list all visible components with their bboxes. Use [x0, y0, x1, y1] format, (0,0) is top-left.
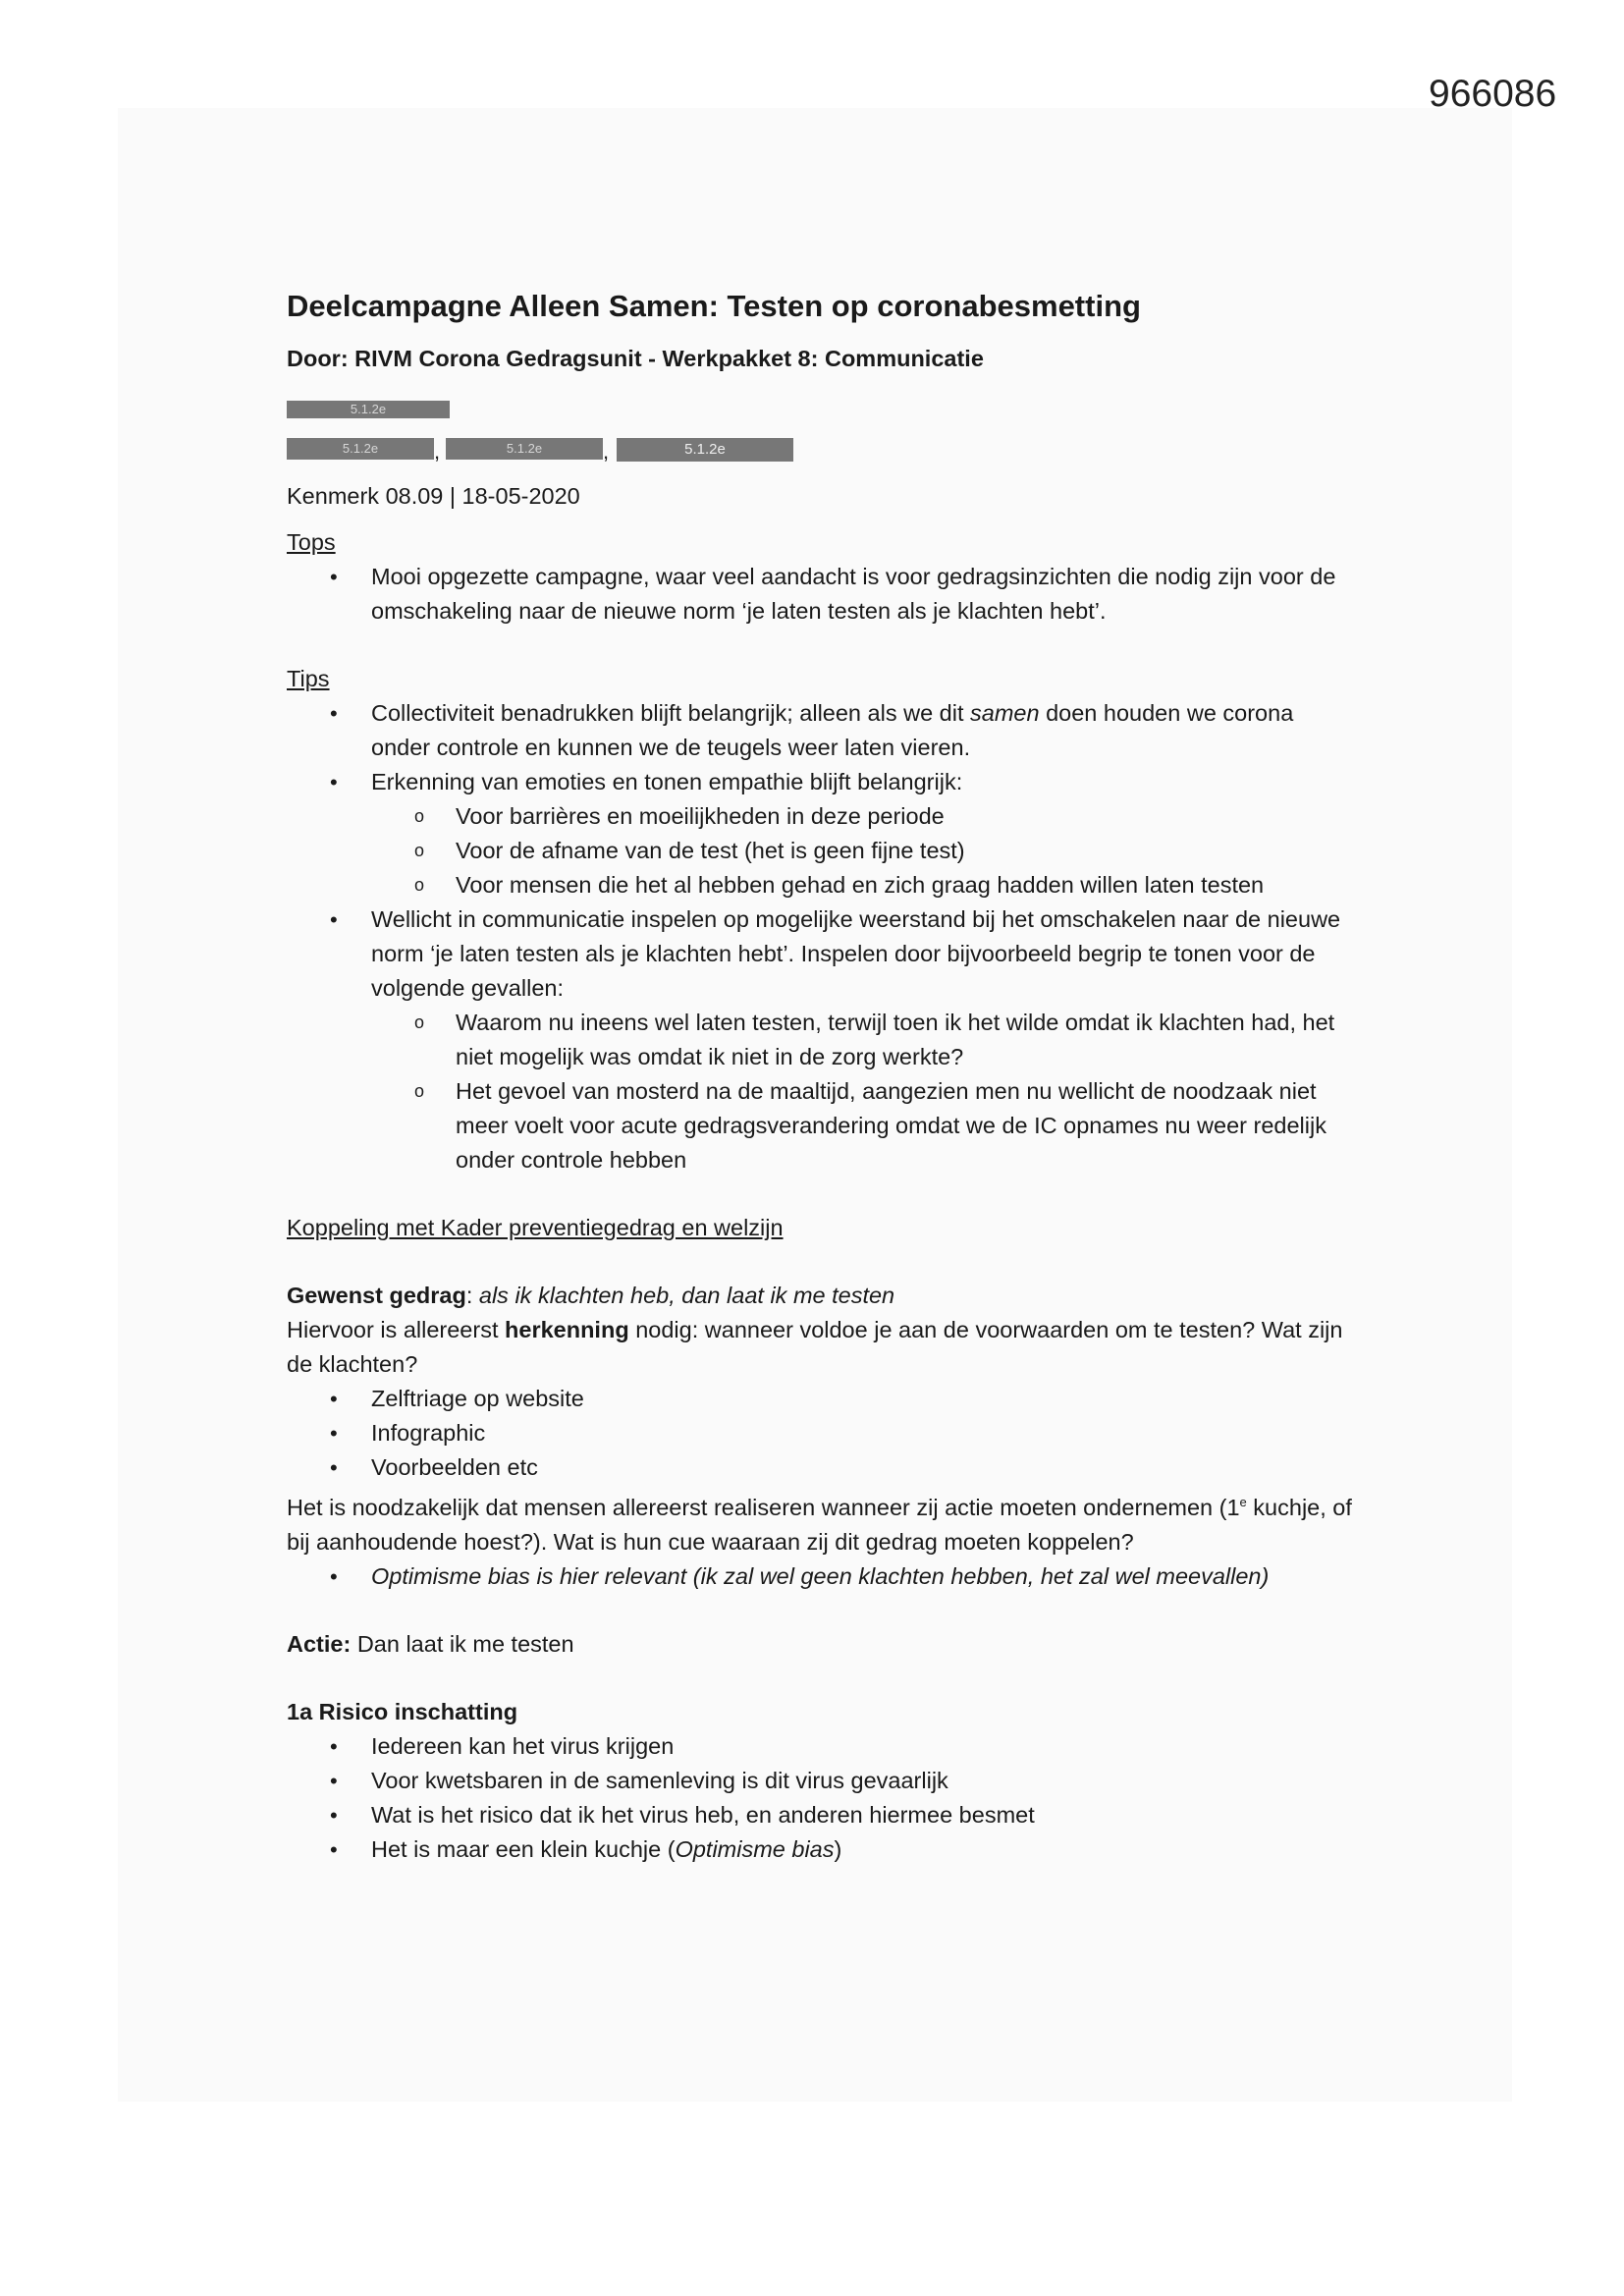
risico-list [287, 1729, 1352, 1867]
document-body [287, 285, 1352, 1867]
tips-list-cont [287, 902, 1352, 1006]
actie: Actie: Dan laat ik me testen [287, 1630, 574, 1657]
koppeling-list [287, 1382, 1352, 1485]
redaction-line-2 [287, 430, 1352, 475]
tops-heading: Tops [287, 529, 336, 555]
separator: , [434, 439, 441, 464]
gewenst-gedrag: Gewenst gedrag: als ik klachten heb, dan laat ik me testen [287, 1283, 895, 1308]
document-title: Deelcampagne Alleen Samen: Testen op coronabesmetting [287, 289, 1141, 323]
tips-sublist-1 [287, 799, 1352, 902]
list-item: • Collectiviteit benadrukken blijft belangrijk; alleen als we dit samen doen houden we corona onder controle en kunnen we de teugels weer laten vieren. [287, 696, 1352, 765]
list-item: • Zelftriage op website [287, 1382, 1352, 1416]
list-item: • Mooi opgezette campagne, waar veel aandacht is voor gedragsinzichten die nodig zijn voor de omschakeling naar de nieuwe norm ‘je laten testen als je klachten hebt’. [287, 560, 1352, 629]
tips-heading: Tips [287, 666, 330, 691]
list-item: • Optimisme bias is hier relevant (ik zal wel geen klachten hebben, het zal wel meevallen) [287, 1559, 1352, 1594]
list-item: • Het is maar een klein kuchje (Optimisme bias) [287, 1832, 1352, 1867]
herkenning-paragraph: Hiervoor is allereerst herkenning nodig: wanneer voldoe je aan de voorwaarden om te testen? Wat zijn de klachten? [287, 1317, 1343, 1377]
list-item: • Iedereen kan het virus krijgen [287, 1729, 1352, 1764]
list-item: • Infographic [287, 1416, 1352, 1450]
sub-list-item: o Voor barrières en moeilijkheden in deze periode [287, 799, 1352, 834]
sub-list-item: o Voor mensen die het al hebben gehad en zich graag hadden willen laten testen [287, 868, 1352, 902]
tops-list [287, 560, 1352, 629]
risico-heading: 1a Risico inschatting [287, 1698, 518, 1724]
sub-list-item: o Waarom nu ineens wel laten testen, terwijl toen ik het wilde omdat ik klachten had, het niet mogelijk was omdat ik niet in de zorg werkte? [287, 1006, 1352, 1074]
list-item: • Wellicht in communicatie inspelen op mogelijke weerstand bij het omschakelen naar de nieuwe norm ‘je laten testen als je klachten hebt’. Inspelen door bijvoorbeeld begrip te tonen voor de volgende gevallen: [287, 902, 1352, 1006]
list-item: • Erkenning van emoties en tonen empathie blijft belangrijk: [287, 765, 1352, 799]
koppeling-heading: Koppeling met Kader preventiegedrag en welzijn [287, 1215, 784, 1240]
redaction-box: 5.1.2e [287, 401, 450, 418]
redaction-box: 5.1.2e [617, 438, 793, 462]
sub-list-item: o Het gevoel van mosterd na de maaltijd, aangezien men nu wellicht de noodzaak niet meer voelt voor acute gedragsverandering omdat we de IC opnames nu weer redelijk onder controle hebben [287, 1074, 1352, 1177]
separator: , [603, 439, 610, 464]
tips-list [287, 696, 1352, 799]
redaction-box: 5.1.2e [287, 438, 434, 460]
document-subtitle: Door: RIVM Corona Gedragsunit - Werkpakket 8: Communicatie [287, 346, 984, 371]
redaction-box: 5.1.2e [446, 438, 603, 460]
tips-sublist-2 [287, 1006, 1352, 1177]
list-item: • Voorbeelden etc [287, 1450, 1352, 1485]
noodzakelijk-paragraph: Het is noodzakelijk dat mensen allereerst realiseren wanneer zij actie moeten ondernemen (1e kuchje, of bij aanhoudende hoest?). Wat is hun cue waaraan zij dit gedrag moeten koppelen? [287, 1494, 1352, 1555]
list-item: • Voor kwetsbaren in de samenleving is dit virus gevaarlijk [287, 1764, 1352, 1798]
sub-list-item: o Voor de afname van de test (het is geen fijne test) [287, 834, 1352, 868]
redaction-line-1 [287, 395, 1352, 430]
optimisme-list [287, 1559, 1352, 1594]
kenmerk: Kenmerk 08.09 | 18-05-2020 [287, 483, 580, 509]
document-id: 966086 [1429, 73, 1557, 115]
list-item: • Wat is het risico dat ik het virus heb, en anderen hiermee besmet [287, 1798, 1352, 1832]
